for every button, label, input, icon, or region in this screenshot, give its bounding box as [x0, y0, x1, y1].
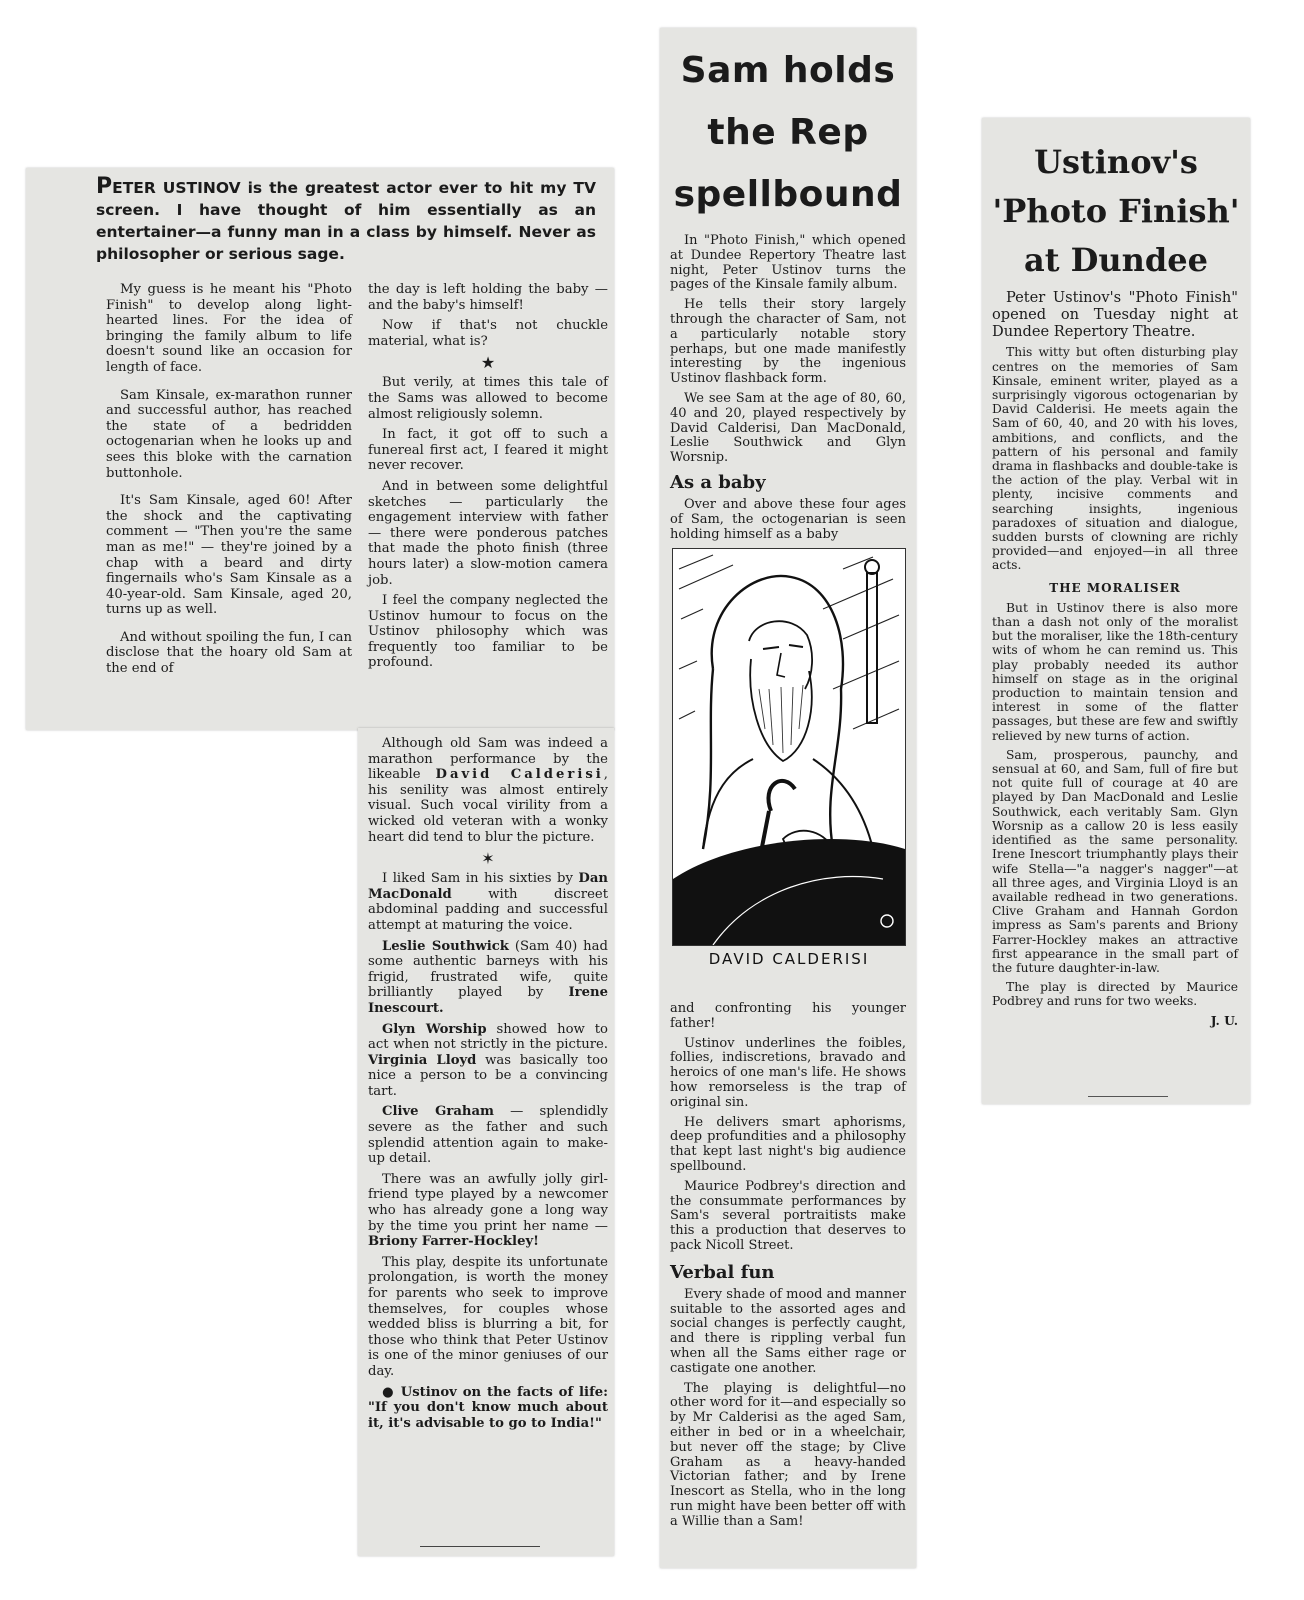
paragraph: And in between some delightful sketches — particularly the engagement interview with father — there were ponderous patches that made the photo finish (three hours later) a slow-motion camera job.	[368, 478, 608, 588]
paragraph: and confronting his younger father!	[670, 1001, 906, 1031]
actor-name: Leslie Southwick	[382, 938, 509, 954]
paragraph	[368, 1172, 608, 1250]
actor-name: Dan MacDonald	[368, 871, 608, 902]
clipping-3-headline	[988, 138, 1244, 285]
clipping-1-column-3	[368, 736, 608, 1436]
text-run: There was an awfully jolly girl-friend type played by a newcomer who has already gone a long way by the time you print her name —	[368, 1171, 608, 1234]
paragraph: It's Sam Kinsale, aged 60! After the shock and the captivating comment — "Then you're the same man as me!" — they're joined by a chap with a beard and dirty fingernails who's Sam Kinsale as a 40-year-old. Sam Kinsale, aged 20, turns up as well.	[106, 493, 352, 618]
text-run: — splendidly severe as the father and such splendid attention again to make-up detail.	[368, 1104, 608, 1167]
clipping-2-text-lower	[670, 1002, 906, 1535]
paragraph	[368, 871, 608, 933]
lead-paragraph: Peter Ustinov's "Photo Finish" opened on Tuesday night at Dundee Repertory Theatre.	[992, 289, 1238, 340]
actor-name: David Calderisi	[435, 767, 604, 783]
paragraph: And without spoiling the fun, I can disclose that the hoary old Sam at the end of	[106, 629, 352, 677]
paragraph: This witty but often disturbing play centres on the memories of Sam Kinsale, eminent writer, played as a surprisingly vigorous octogenarian by David Calderisi. He meets again the Sam of 60, 40, and 20 with his loves, ambitions, and conflicts, and the pattern of his personal and family drama in flashbacks and double-take is the action of the play. Verbal wit in plenty, incisive comments and searching insights, ingenious paradoxes of situation and dialogue, sudden bursts of clowning are richly provided—and enjoyed—in all three acts.	[992, 345, 1238, 573]
paragraph: He delivers smart aphorisms, deep profundities and a philosophy that kept last night's big audience spellbound.	[670, 1114, 906, 1174]
text-run: showed how to act when not strictly in the picture.	[368, 1021, 608, 1053]
end-rule	[1088, 1096, 1168, 1097]
text-run: , his senility was almost entirely visual. Such vocal virility from a wicked old veteran with a wonky heart did tend to blur the picture.	[368, 767, 608, 845]
text-run: (Sam 40) had some authentic barneys with his frigid, frustrated wife, quite brilliantly played by	[368, 938, 608, 1001]
paragraph: Sam Kinsale, ex-marathon runner and successful author, has reached the state of a bedridden octogenarian when he looks up and sees this bloke with the carnation buttonhole.	[106, 387, 352, 481]
paragraph: I feel the company neglected the Ustinov humour to focus on the Ustinov philosophy which was frequently too familiar to be profound.	[368, 593, 608, 671]
actor-name: Clive Graham	[382, 1104, 494, 1120]
actor-name: Virginia Lloyd	[368, 1052, 477, 1068]
paragraph: The playing is delightful—no other word for it—and especially so by Mr Calderisi as the aged Sam, either in bed or in a wheelchair, but never off the stage; by Clive Graham as a heavy-handed Victorian father; and by Irene Inescort as Stella, who in the long run might have been better off with a Willie than a Sam!	[670, 1380, 906, 1529]
paragraph: He tells their story largely through the character of Sam, not a particularly notable story perhaps, but one made manifestly interesting by the ingenious Ustinov flashback form.	[670, 297, 906, 387]
text-run: with discreet abdominal padding and successful attempt at maturing the voice.	[368, 886, 608, 933]
paragraph: In fact, it got off to such a funereal first act, I feared it might never recover.	[368, 427, 608, 474]
paragraph: Now if that's not chuckle material, what is?	[368, 318, 608, 349]
actor-name: Irene Inescourt.	[368, 985, 608, 1016]
headline-line: spellbound	[673, 174, 903, 215]
end-rule	[420, 1546, 540, 1547]
star-separator-icon: ★	[480, 353, 496, 373]
text-run: Although old Sam was indeed a marathon performance by the likeable	[368, 736, 608, 783]
text-run: I liked Sam in his sixties by	[382, 871, 579, 887]
lead-text: ETER USTINOV is the greatest actor ever to hit my TV screen. I have thought of him essentially as an entertainer—a funny man in a class by himself. Never as philosopher or serious sage.	[96, 179, 596, 263]
headline-line: 'Photo Finish'	[992, 192, 1240, 230]
clipping-1-column-1	[106, 282, 352, 682]
bullet-icon: ●	[382, 1384, 395, 1400]
paragraph: But in Ustinov there is also more than a dash not only of the moralist but the moraliser, like the 18th-century wits of whom he can remind us. This play probably needed its author himself on stage as in the original production to maintain tension and interest in some of the flatter passages, but these are few and swiftly relieved by new turns of action.	[992, 600, 1238, 743]
sam-caricature-illustration	[672, 548, 906, 946]
paragraph: In "Photo Finish," which opened at Dundee Repertory Theatre last night, Peter Ustinov turns the pages of the Kinsale family album.	[670, 233, 906, 293]
text-run: was basically too nice a person to be a convincing tart.	[368, 1052, 608, 1099]
illustration-caption: DAVID CALDERISI	[708, 950, 870, 968]
paragraph: This play, despite its unfortunate prolongation, is worth the money for parents who seek to improve themselves, for couples whose wedded bliss is blurring a bit, for those who think that Peter Ustinov is one of the minor geniuses of our day.	[368, 1254, 608, 1379]
text-run: Ustinov on the facts of life: "If you don't know much about it, it's advisable to go to India!"	[368, 1384, 608, 1431]
paragraph: Maurice Podbrey's direction and the consummate performances by Sam's several portraitists make this a production that deserves to pack Nicoll Street.	[670, 1178, 906, 1253]
paragraph: the day is left holding the baby — and the baby's himself!	[368, 282, 608, 313]
actor-name: Briony Farrer-Hockley!	[368, 1234, 539, 1250]
headline-line: Sam holds	[680, 50, 896, 91]
actor-name: Glyn Worship	[382, 1021, 487, 1037]
paragraph	[368, 1104, 608, 1166]
paragraph: Over and above these four ages of Sam, the octogenarian is seen holding himself as a baby	[670, 496, 906, 542]
paragraph: We see Sam at the age of 80, 60, 40 and 20, played respectively by David Calderisi, Dan MacDonald, Leslie Southwick and Glyn Worsnip.	[670, 390, 906, 466]
author-signature: J. U.	[1210, 1012, 1238, 1028]
clipping-1-column-2	[368, 282, 608, 676]
paragraph: Ustinov underlines the foibles, follies, indiscretions, bravado and heroics of one man's life. He shows how remorseless is the trap of original sin.	[670, 1035, 906, 1110]
subheading: As a baby	[670, 471, 766, 493]
subheading: THE MORALISER	[1049, 580, 1181, 595]
clipping-3-body	[992, 290, 1238, 1033]
clipping-2-headline	[666, 40, 910, 226]
paragraph: The play is directed by Maurice Podbrey and runs for two weeks.	[992, 980, 1238, 1009]
lead-dropcap: P	[96, 174, 113, 199]
paragraph	[368, 736, 608, 845]
subheading: Verbal fun	[670, 1261, 775, 1283]
clipping-2-text-upper	[670, 234, 906, 547]
paragraph: My guess is he meant his "Photo Finish" to develop along light-hearted lines. For the idea of bringing the family album to life doesn't sound like an occasion for length of face.	[106, 282, 352, 375]
headline-line: at Dundee	[1023, 241, 1209, 279]
paragraph	[368, 939, 608, 1017]
paragraph: But verily, at times this tale of the Sams was allowed to become almost religiously solemn.	[368, 375, 608, 422]
clipping-1-lead-paragraph	[96, 176, 596, 265]
headline-line: the Rep	[707, 112, 869, 153]
quote-paragraph	[368, 1385, 608, 1432]
paragraph: Every shade of mood and manner suitable to the assorted ages and social changes is perfectly caught, and there is rippling verbal fun when all the Sams either rage or castigate one another.	[670, 1286, 906, 1376]
paragraph	[368, 1022, 608, 1100]
star-separator-icon: ✶	[481, 849, 495, 869]
paragraph: Sam, prosperous, paunchy, and sensual at 60, and Sam, full of fire but not quite full of courage at 40 are played by Dan MacDonald and Leslie Southwick, each veritably Sam. Glyn Worsnip as a callow 20 is less easily identified as the same personality. Irene Inescort triumphantly plays their wife Stella—"a nagger's nagger"—at all three ages, and Virginia Lloyd is an available redhead in two generations. Clive Graham and Hannah Gordon impress as Sam's parents and Briony Farrer-Hockley makes an attractive first appearance in the small part of the future daughter-in-law.	[992, 747, 1238, 975]
headline-line: Ustinov's	[1034, 143, 1198, 181]
